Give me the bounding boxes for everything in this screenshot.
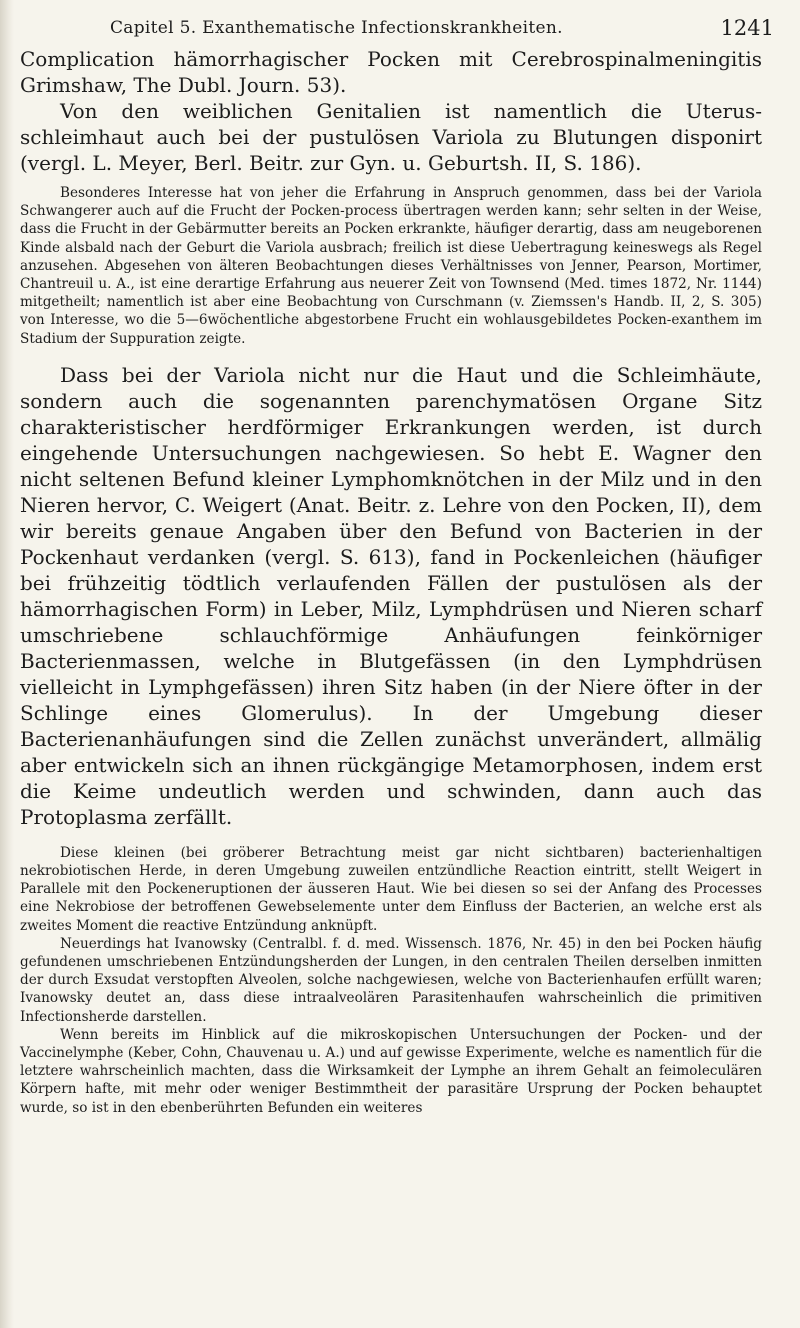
paragraph-parenchymatoese-organe: Dass bei der Variola nicht nur die Haut und die Schleimhäute, sondern auch die sogenannten parenchymatösen Organe Sitz charakteristischer herdförmiger Erkrankungen werden, ist durch eingehende Untersuchungen nachgewiesen. So hebt E. Wagner den nicht seltenen Befund kleiner Lymphomknötchen in der Milz und in den Nieren hervor, C. Weigert (Anat. Beitr. z. Lehre von den Pocken, II), dem wir bereits genaue Angaben über den Befund von Bacterien in der Pockenhaut verdanken (vergl. S. 613), fand in Pockenleichen (häufiger bei frühzeitig tödtlich verlaufenden Fällen der pustulösen als der hämorrhagischen Form) in Leber, Milz, Lymphdrüsen und Nieren scharf umschriebene schlauchförmige Anhäufungen feinkörniger Bacterienmassen, welche in Blutgefässen (in den Lymphdrüsen vielleicht in Lymphgefässen) ihren Sitz haben (in der Niere öfter in der Schlinge eines Glomerulus). In der Umgebung dieser Bacterienanhäufungen sind die Zellen zunächst unverändert, allmälig aber entwickeln sich an ihnen rückgängige Metamorphosen, indem erst die Keime undeutlich werden und schwinden, dann auch das Protoplasma zerfällt.: [20, 362, 762, 829]
paragraph-lymphe-note: Wenn bereits im Hinblick auf die mikroskopischen Untersuchungen der Pocken- und der Vaccinelymphe (Keber, Cohn, Chauvenau u. A.) und auf gewisse Experimente, welche es namentlich für die letztere wahrscheinlich machten, dass die Wirksamkeit der Lymphe an ihrem Gehalt an feimoleculären Körpern hafte, mit mehr oder weniger Bestimmtheit der parasitäre Ursprung der Pocken behauptet wurde, so ist in den ebenberührten Befunden ein weiteres: [20, 1026, 762, 1116]
paragraph-genitalien: Von den weiblichen Genitalien ist namentlich die Uterus-schleimhaut auch bei der pustulösen Variola zu Blutungen disponirt (vergl. L. Meyer, Berl. Beitr. zur Gyn. u. Geburtsh. II, S. 186).: [20, 99, 762, 175]
paragraph-complication: Complication hämorrhagischer Pocken mit Cerebrospinalmeningitis Grimshaw, The Dubl. Journ. 53).: [20, 47, 762, 97]
page-binding-edge: [0, 0, 14, 1328]
book-page: [20, 0, 782, 1328]
body-text: [20, 46, 762, 1117]
chapter-heading: Capitel 5. Exanthematische Infectionskrankheiten.: [110, 18, 563, 38]
paragraph-ivanowsky-note: Neuerdings hat Ivanowsky (Centralbl. f. d. med. Wissensch. 1876, Nr. 45) in den bei Pocken häufig gefundenen umschriebenen Entzündungsherden der Lungen, in den centralen Theilen derselben inmitten der durch Exsudat verstopften Alveolen, solche nachgewiesen, welche von Bacterienhaufen erfüllt waren; Ivanowsky deutet an, dass diese intraalveolären Parasitenhaufen wahrscheinlich die primitiven Infectionsherde darstellen.: [20, 935, 762, 1025]
running-head: [20, 8, 782, 44]
paragraph-schwangerschaft-note: Besonderes Interesse hat von jeher die Erfahrung in Anspruch genommen, dass bei der Variola Schwangerer auch auf die Frucht der Pocken-process übertragen werden kann; sehr selten in der Weise, dass die Frucht in der Gebärmutter bereits an Pocken erkrankte, häufiger derartig, dass am neugeborenen Kinde alsbald nach der Geburt die Variola ausbrach; freilich ist diese Uebertragung keineswegs als Regel anzusehen. Abgesehen von älteren Beobachtungen dieses Verhältnisses von Jenner, Pearson, Mortimer, Chantreuil u. A., ist eine derartige Erfahrung aus neuerer Zeit von Townsend (Med. times 1872, Nr. 1144) mitgetheilt; namentlich ist aber eine Beobachtung von Curschmann (v. Ziemssen's Handb. II, 2, S. 305) von Interesse, wo die 5—6wöchentliche abgestorbene Frucht ein wohlausgebildetes Pocken-exanthem im Stadium der Suppuration zeigte.: [20, 185, 762, 347]
paragraph-herde-note: Diese kleinen (bei gröberer Betrachtung meist gar nicht sichtbaren) bacterienhaltigen nekrobiotischen Herde, in deren Umgebung zuweilen entzündliche Reaction eintritt, stellt Weigert in Parallele mit den Pockeneruptionen der äusseren Haut. Wie bei diesen so sei der Anfang des Processes eine Nekrobiose der betroffenen Gewebselemente unter dem Einfluss der Bacterien, an welche erst als zweites Moment die reactive Entzündung anknüpft.: [20, 844, 762, 934]
page-number: 1241: [720, 16, 774, 40]
